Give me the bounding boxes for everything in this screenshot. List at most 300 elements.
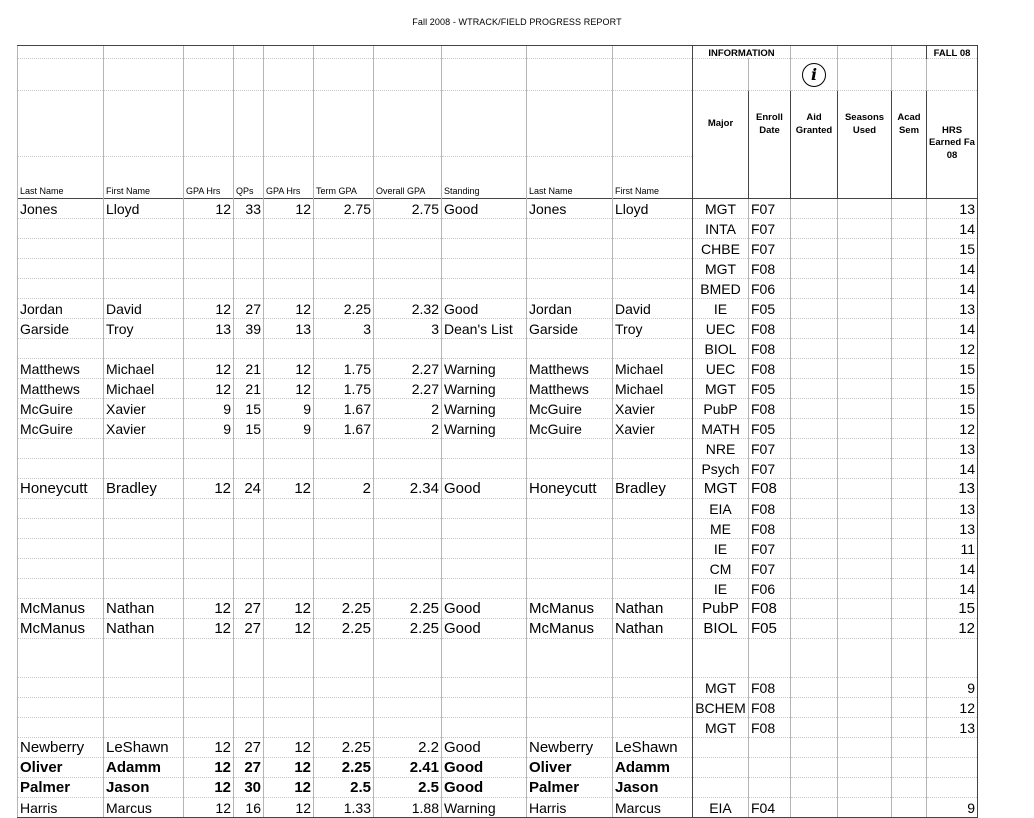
enroll-date-cell: F08 xyxy=(749,479,791,499)
overall-gpa-cell xyxy=(374,459,442,479)
table-row xyxy=(18,279,978,299)
enroll-date-cell: F07 xyxy=(749,219,791,239)
overall-gpa-cell: 2.5 xyxy=(374,778,442,798)
major-cell: MGT xyxy=(693,479,749,499)
table-row xyxy=(18,698,978,718)
table-row xyxy=(18,738,978,758)
enroll-date-cell xyxy=(749,738,791,758)
term-gpa-cell: 2.25 xyxy=(314,299,374,319)
standing-cell xyxy=(442,559,527,579)
first-name-cell xyxy=(104,579,184,599)
hrs-earned-cell xyxy=(927,778,978,798)
overall-gpa-cell xyxy=(374,519,442,539)
standing-cell: Warning xyxy=(442,419,527,439)
last-name-cell: Harris xyxy=(18,798,104,818)
qps-cell: 15 xyxy=(234,399,264,419)
term-gpa-cell xyxy=(314,239,374,259)
qps-cell: 39 xyxy=(234,319,264,339)
acad-sem-cell xyxy=(892,698,927,718)
overall-gpa-cell: 2.2 xyxy=(374,738,442,758)
standing-cell: Warning xyxy=(442,359,527,379)
last-name-cell xyxy=(18,239,104,259)
gpa-hrs-2-cell: 12 xyxy=(264,778,314,798)
hrs-earned-cell xyxy=(927,639,978,678)
hrs-earned-cell: 9 xyxy=(927,678,978,698)
standing-cell: Good xyxy=(442,778,527,798)
gpa-hrs-cell xyxy=(184,339,234,359)
standing-cell: Good xyxy=(442,199,527,219)
acad-sem-cell xyxy=(892,299,927,319)
overall-gpa-cell xyxy=(374,539,442,559)
seasons-used-cell xyxy=(838,239,892,259)
qps-cell xyxy=(234,279,264,299)
enroll-date-cell: F07 xyxy=(749,559,791,579)
last-name-cell xyxy=(18,219,104,239)
standing-cell: Warning xyxy=(442,798,527,818)
acad-sem-cell xyxy=(892,219,927,239)
standing-cell: Good xyxy=(442,479,527,499)
seasons-used-cell xyxy=(838,798,892,818)
term-gpa-cell xyxy=(314,559,374,579)
last-name-2-cell xyxy=(527,219,613,239)
aid-granted-cell xyxy=(791,698,838,718)
progress-table xyxy=(17,45,978,818)
hrs-earned-cell: 13 xyxy=(927,299,978,319)
gpa-hrs-cell: 12 xyxy=(184,778,234,798)
enroll-date-cell: F07 xyxy=(749,199,791,219)
last-name-cell: Garside xyxy=(18,319,104,339)
qps-cell xyxy=(234,698,264,718)
enroll-date-cell xyxy=(749,778,791,798)
first-name-2-cell: Lloyd xyxy=(613,199,693,219)
major-cell: MGT xyxy=(693,718,749,738)
qps-cell: 27 xyxy=(234,299,264,319)
hrs-earned-cell: 14 xyxy=(927,459,978,479)
overall-gpa-cell xyxy=(374,718,442,738)
acad-sem-cell xyxy=(892,239,927,259)
enroll-date-cell: F08 xyxy=(749,519,791,539)
last-name-2-cell: McGuire xyxy=(527,419,613,439)
gpa-hrs-2-cell xyxy=(264,559,314,579)
gpa-hrs-cell xyxy=(184,439,234,459)
standing-cell xyxy=(442,678,527,698)
aid-granted-cell xyxy=(791,718,838,738)
last-name-2-cell xyxy=(527,339,613,359)
first-name-cell xyxy=(104,718,184,738)
last-name-cell: Matthews xyxy=(18,379,104,399)
seasons-used-cell xyxy=(838,678,892,698)
first-name-2-cell xyxy=(613,639,693,678)
acad-sem-cell xyxy=(892,758,927,778)
table-row xyxy=(18,319,978,339)
aid-granted-cell xyxy=(791,678,838,698)
last-name-cell xyxy=(18,559,104,579)
first-name-cell xyxy=(104,439,184,459)
table-row xyxy=(18,639,978,678)
major-cell: IE xyxy=(693,539,749,559)
enroll-date-cell: F07 xyxy=(749,539,791,559)
overall-gpa-cell: 2.75 xyxy=(374,199,442,219)
first-name-cell: Nathan xyxy=(104,619,184,639)
fall-header: FALL 08 xyxy=(927,46,978,59)
acad-sem-cell xyxy=(892,798,927,818)
aid-granted-cell xyxy=(791,479,838,499)
seasons-used-cell xyxy=(838,379,892,399)
gpa-hrs-2-cell: 12 xyxy=(264,379,314,399)
term-gpa-cell xyxy=(314,499,374,519)
last-name-2-cell xyxy=(527,239,613,259)
last-name-cell xyxy=(18,279,104,299)
hrs-earned-cell: 14 xyxy=(927,319,978,339)
overall-gpa-cell: 2.41 xyxy=(374,758,442,778)
major-cell: MGT xyxy=(693,379,749,399)
qps-cell xyxy=(234,439,264,459)
first-name-cell: Xavier xyxy=(104,419,184,439)
seasons-used-cell xyxy=(838,359,892,379)
standing-cell: Good xyxy=(442,619,527,639)
aid-granted-cell xyxy=(791,778,838,798)
last-name-cell xyxy=(18,539,104,559)
qps-cell xyxy=(234,219,264,239)
last-name-cell xyxy=(18,339,104,359)
overall-gpa-cell: 1.88 xyxy=(374,798,442,818)
gpa-hrs-cell: 9 xyxy=(184,419,234,439)
major-cell: ME xyxy=(693,519,749,539)
information-header: INFORMATION xyxy=(693,46,791,59)
col-qps: QPs xyxy=(234,157,264,199)
hrs-earned-cell: 15 xyxy=(927,359,978,379)
major-cell: INTA xyxy=(693,219,749,239)
col-first-name-2: First Name xyxy=(613,157,693,199)
gpa-hrs-cell xyxy=(184,698,234,718)
last-name-2-cell: McManus xyxy=(527,619,613,639)
last-name-2-cell xyxy=(527,459,613,479)
standing-cell xyxy=(442,219,527,239)
gpa-hrs-cell xyxy=(184,499,234,519)
gpa-hrs-2-cell xyxy=(264,519,314,539)
gpa-hrs-2-cell xyxy=(264,639,314,678)
seasons-used-cell xyxy=(838,539,892,559)
gpa-hrs-cell: 13 xyxy=(184,319,234,339)
seasons-used-cell xyxy=(838,299,892,319)
last-name-2-cell xyxy=(527,639,613,678)
col-first-name: First Name xyxy=(104,157,184,199)
aid-granted-cell xyxy=(791,579,838,599)
enroll-date-cell: F04 xyxy=(749,798,791,818)
hrs-earned-cell: 14 xyxy=(927,259,978,279)
major-cell: UEC xyxy=(693,319,749,339)
aid-granted-cell xyxy=(791,319,838,339)
last-name-cell: Jordan xyxy=(18,299,104,319)
major-cell: PubP xyxy=(693,399,749,419)
overall-gpa-cell xyxy=(374,639,442,678)
last-name-cell: McGuire xyxy=(18,419,104,439)
term-gpa-cell xyxy=(314,698,374,718)
hrs-earned-cell: 14 xyxy=(927,559,978,579)
qps-cell: 27 xyxy=(234,738,264,758)
last-name-cell xyxy=(18,439,104,459)
gpa-hrs-2-cell: 12 xyxy=(264,798,314,818)
major-cell: MGT xyxy=(693,259,749,279)
last-name-2-cell xyxy=(527,519,613,539)
standing-cell xyxy=(442,239,527,259)
qps-cell xyxy=(234,499,264,519)
first-name-2-cell: Nathan xyxy=(613,599,693,619)
first-name-2-cell: Michael xyxy=(613,359,693,379)
major-cell: IE xyxy=(693,579,749,599)
gpa-hrs-cell xyxy=(184,259,234,279)
seasons-used-cell xyxy=(838,519,892,539)
first-name-cell xyxy=(104,698,184,718)
qps-cell xyxy=(234,539,264,559)
gpa-hrs-2-cell: 12 xyxy=(264,299,314,319)
term-gpa-cell: 3 xyxy=(314,319,374,339)
seasons-used-cell xyxy=(838,499,892,519)
report-title: Fall 2008 - WTRACK/FIELD PROGRESS REPORT xyxy=(412,17,622,27)
last-name-2-cell xyxy=(527,678,613,698)
acad-sem-cell xyxy=(892,619,927,639)
gpa-hrs-cell: 12 xyxy=(184,758,234,778)
major-cell: CM xyxy=(693,559,749,579)
aid-granted-cell xyxy=(791,639,838,678)
table-row xyxy=(18,219,978,239)
acad-sem-cell xyxy=(892,579,927,599)
table-row xyxy=(18,439,978,459)
acad-sem-cell xyxy=(892,559,927,579)
major-cell: EIA xyxy=(693,499,749,519)
standing-cell xyxy=(442,539,527,559)
seasons-used-cell xyxy=(838,419,892,439)
seasons-used-cell xyxy=(838,559,892,579)
table-row xyxy=(18,619,978,639)
acad-sem-cell xyxy=(892,738,927,758)
aid-granted-cell xyxy=(791,199,838,219)
gpa-hrs-2-cell: 9 xyxy=(264,399,314,419)
term-gpa-cell: 2.25 xyxy=(314,738,374,758)
last-name-2-cell: Matthews xyxy=(527,359,613,379)
overall-gpa-cell: 2.32 xyxy=(374,299,442,319)
aid-granted-cell xyxy=(791,239,838,259)
table-row xyxy=(18,479,978,499)
overall-gpa-cell: 2.25 xyxy=(374,599,442,619)
gpa-hrs-cell: 12 xyxy=(184,479,234,499)
hrs-earned-cell: 12 xyxy=(927,419,978,439)
overall-gpa-cell xyxy=(374,339,442,359)
last-name-cell: Honeycutt xyxy=(18,479,104,499)
first-name-cell xyxy=(104,499,184,519)
major-cell: BCHEM xyxy=(693,698,749,718)
aid-granted-cell xyxy=(791,439,838,459)
acad-sem-cell xyxy=(892,319,927,339)
last-name-2-cell: Newberry xyxy=(527,738,613,758)
hrs-earned-cell: 14 xyxy=(927,279,978,299)
term-gpa-cell: 2.5 xyxy=(314,778,374,798)
seasons-used-cell xyxy=(838,718,892,738)
enroll-date-header: Enroll Date xyxy=(749,91,791,199)
table-row xyxy=(18,359,978,379)
aid-granted-cell xyxy=(791,339,838,359)
hrs-earned-cell: 13 xyxy=(927,519,978,539)
first-name-2-cell: Adamm xyxy=(613,758,693,778)
last-name-cell xyxy=(18,579,104,599)
gpa-hrs-cell: 12 xyxy=(184,599,234,619)
gpa-hrs-2-cell xyxy=(264,718,314,738)
last-name-2-cell xyxy=(527,539,613,559)
enroll-date-cell: F08 xyxy=(749,678,791,698)
first-name-2-cell: Bradley xyxy=(613,479,693,499)
aid-granted-cell xyxy=(791,539,838,559)
last-name-2-cell xyxy=(527,279,613,299)
first-name-cell: Jason xyxy=(104,778,184,798)
last-name-2-cell: Palmer xyxy=(527,778,613,798)
first-name-cell: Michael xyxy=(104,359,184,379)
table-row xyxy=(18,539,978,559)
term-gpa-cell: 2.25 xyxy=(314,619,374,639)
gpa-hrs-cell: 12 xyxy=(184,738,234,758)
term-gpa-cell xyxy=(314,579,374,599)
table-row xyxy=(18,599,978,619)
last-name-cell: Oliver xyxy=(18,758,104,778)
term-gpa-cell xyxy=(314,339,374,359)
hrs-earned-cell: 15 xyxy=(927,399,978,419)
overall-gpa-cell xyxy=(374,239,442,259)
term-gpa-cell xyxy=(314,678,374,698)
qps-cell: 33 xyxy=(234,199,264,219)
gpa-hrs-cell xyxy=(184,519,234,539)
table-row xyxy=(18,758,978,778)
info-icon[interactable]: i xyxy=(802,63,826,87)
enroll-date-cell xyxy=(749,639,791,678)
major-cell: Psych xyxy=(693,459,749,479)
gpa-hrs-cell xyxy=(184,678,234,698)
first-name-cell: Bradley xyxy=(104,479,184,499)
hrs-earned-cell: 14 xyxy=(927,219,978,239)
standing-cell xyxy=(442,579,527,599)
gpa-hrs-cell xyxy=(184,579,234,599)
major-cell: IE xyxy=(693,299,749,319)
qps-cell: 27 xyxy=(234,599,264,619)
aid-granted-cell xyxy=(791,259,838,279)
major-cell: PubP xyxy=(693,599,749,619)
qps-cell: 27 xyxy=(234,758,264,778)
seasons-used-cell xyxy=(838,319,892,339)
enroll-date-cell: F07 xyxy=(749,239,791,259)
term-gpa-cell: 2.75 xyxy=(314,199,374,219)
first-name-2-cell xyxy=(613,559,693,579)
standing-cell: Good xyxy=(442,738,527,758)
first-name-cell xyxy=(104,678,184,698)
overall-gpa-cell xyxy=(374,219,442,239)
qps-cell xyxy=(234,639,264,678)
gpa-hrs-cell: 12 xyxy=(184,379,234,399)
standing-cell: Warning xyxy=(442,379,527,399)
first-name-2-cell: Jason xyxy=(613,778,693,798)
qps-cell: 24 xyxy=(234,479,264,499)
first-name-cell xyxy=(104,639,184,678)
last-name-2-cell: Garside xyxy=(527,319,613,339)
seasons-used-cell xyxy=(838,459,892,479)
enroll-date-cell: F08 xyxy=(749,339,791,359)
first-name-2-cell xyxy=(613,239,693,259)
gpa-hrs-2-cell: 12 xyxy=(264,619,314,639)
aid-granted-cell xyxy=(791,599,838,619)
overall-gpa-cell: 2.27 xyxy=(374,379,442,399)
qps-cell xyxy=(234,339,264,359)
gpa-hrs-2-cell: 13 xyxy=(264,319,314,339)
first-name-cell: Marcus xyxy=(104,798,184,818)
first-name-cell: LeShawn xyxy=(104,738,184,758)
aid-granted-header: Aid Granted xyxy=(791,91,838,199)
enroll-date-cell: F05 xyxy=(749,419,791,439)
term-gpa-cell xyxy=(314,718,374,738)
gpa-hrs-2-cell xyxy=(264,678,314,698)
gpa-hrs-cell: 12 xyxy=(184,299,234,319)
first-name-2-cell xyxy=(613,279,693,299)
major-cell: UEC xyxy=(693,359,749,379)
hrs-earned-cell: 11 xyxy=(927,539,978,559)
last-name-2-cell xyxy=(527,559,613,579)
seasons-used-header: Seasons Used xyxy=(838,91,892,199)
table-row xyxy=(18,259,978,279)
standing-cell: Dean's List xyxy=(442,319,527,339)
term-gpa-cell xyxy=(314,539,374,559)
enroll-date-cell: F05 xyxy=(749,619,791,639)
term-gpa-cell: 2.25 xyxy=(314,758,374,778)
last-name-2-cell xyxy=(527,499,613,519)
table-row xyxy=(18,499,978,519)
last-name-2-cell: Honeycutt xyxy=(527,479,613,499)
standing-cell xyxy=(442,519,527,539)
last-name-2-cell: Oliver xyxy=(527,758,613,778)
standing-cell xyxy=(442,499,527,519)
major-cell: BIOL xyxy=(693,619,749,639)
col-last-name-2: Last Name xyxy=(527,157,613,199)
last-name-2-cell: Jones xyxy=(527,199,613,219)
table-row xyxy=(18,778,978,798)
table-row xyxy=(18,339,978,359)
gpa-hrs-2-cell xyxy=(264,279,314,299)
enroll-date-cell: F06 xyxy=(749,579,791,599)
first-name-2-cell xyxy=(613,698,693,718)
first-name-cell: Xavier xyxy=(104,399,184,419)
gpa-hrs-2-cell xyxy=(264,239,314,259)
gpa-hrs-2-cell: 12 xyxy=(264,359,314,379)
enroll-date-cell: F06 xyxy=(749,279,791,299)
seasons-used-cell xyxy=(838,479,892,499)
first-name-cell xyxy=(104,559,184,579)
aid-granted-cell xyxy=(791,798,838,818)
gpa-hrs-cell xyxy=(184,219,234,239)
first-name-cell: Troy xyxy=(104,319,184,339)
standing-cell xyxy=(442,698,527,718)
table-row xyxy=(18,379,978,399)
seasons-used-cell xyxy=(838,199,892,219)
last-name-2-cell xyxy=(527,439,613,459)
last-name-2-cell xyxy=(527,579,613,599)
term-gpa-cell xyxy=(314,519,374,539)
standing-cell: Good xyxy=(442,758,527,778)
hrs-earned-cell: 12 xyxy=(927,339,978,359)
qps-cell xyxy=(234,519,264,539)
qps-cell: 15 xyxy=(234,419,264,439)
major-cell: EIA xyxy=(693,798,749,818)
aid-granted-cell xyxy=(791,379,838,399)
hrs-earned-cell: 13 xyxy=(927,199,978,219)
standing-cell xyxy=(442,279,527,299)
acad-sem-cell xyxy=(892,778,927,798)
acad-sem-cell xyxy=(892,379,927,399)
hrs-earned-cell: 14 xyxy=(927,579,978,599)
